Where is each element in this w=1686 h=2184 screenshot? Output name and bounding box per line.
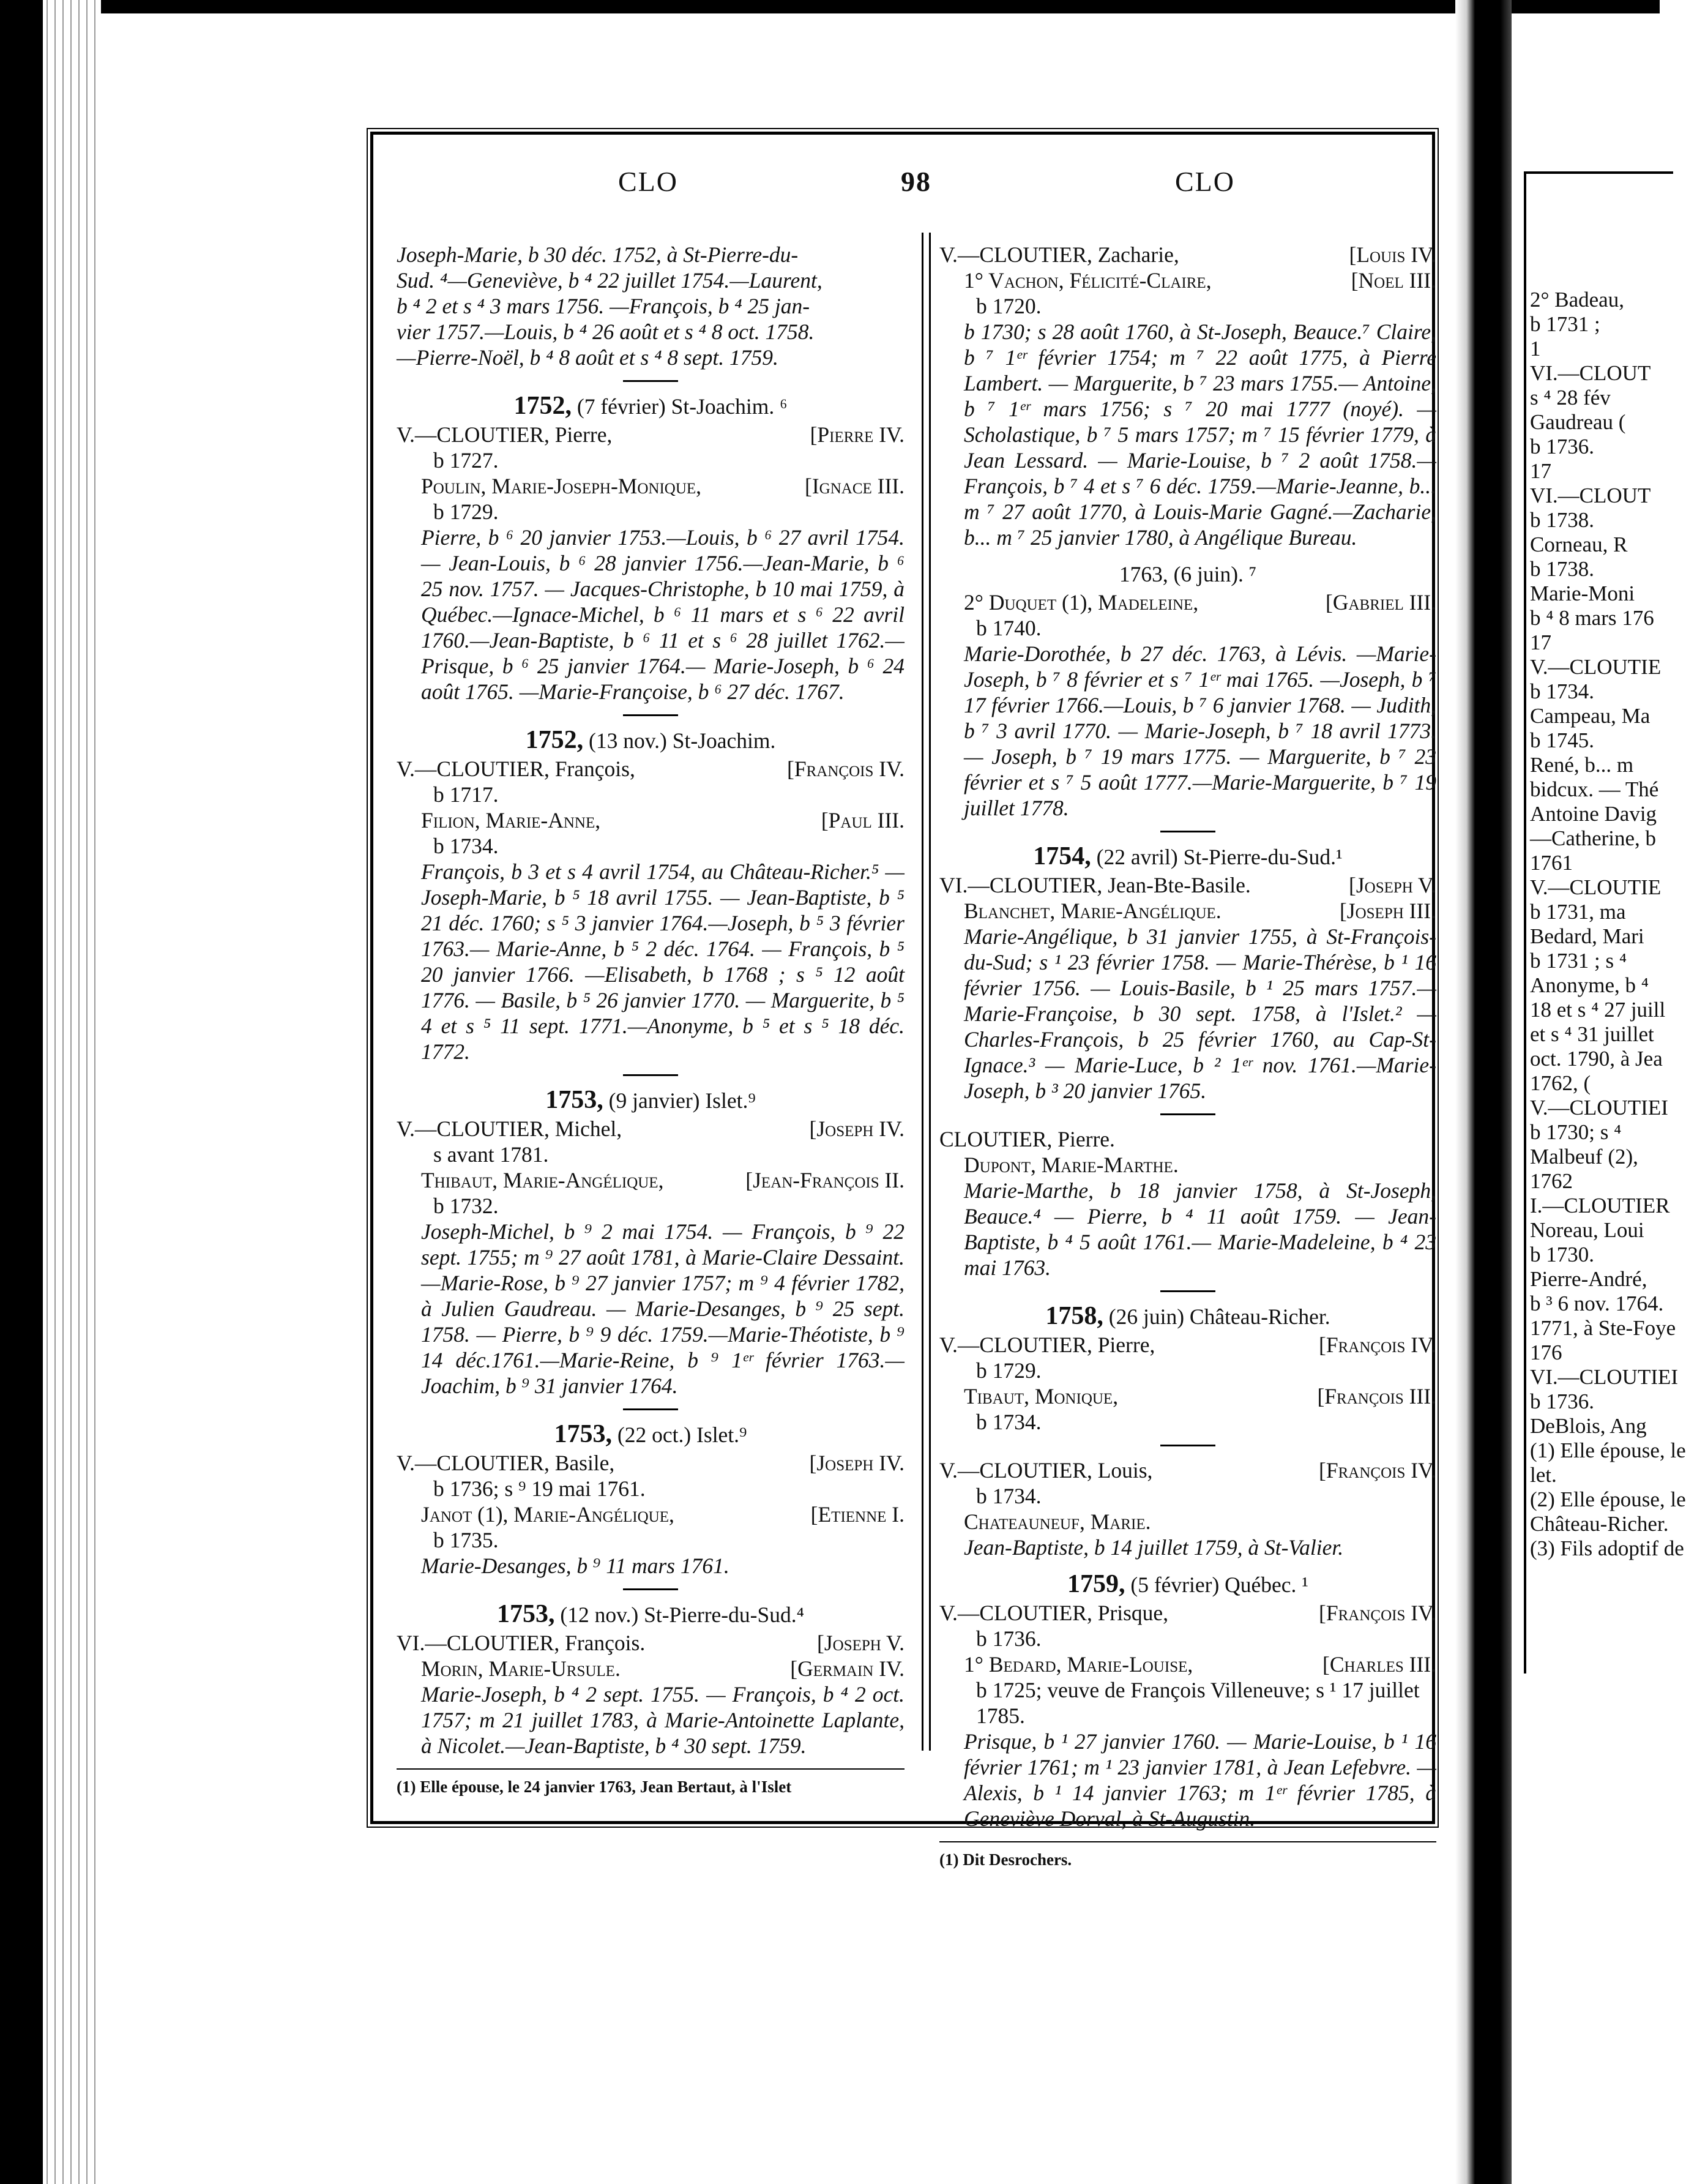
entry-place: (7 février) St-Joachim. ⁶ [576,394,788,419]
husband-name: V.—CLOUTIER, Zacharie, [939,242,1179,267]
fragment-line: Antoine Davig [1530,802,1657,826]
wife-birth: b 1734. [976,1410,1042,1434]
right-column [939,242,1436,1869]
wife-father: [Ignace III. [805,474,905,498]
scan-border-left [0,0,43,2184]
children-list: Marie-Dorothée, b 27 déc. 1763, à Lévis. —Marie-Joseph, b ⁷ 8 février et s ⁷ 1ᵉʳ mai 1765. —Joseph, b ⁷ 17 février 1766.—Louis, b ⁷ 6 janvier 1768. — Judith, b ⁷ 3 avril 1770. — Marie-Joseph, b ⁷ 18 avril 1773. — Joseph, b ⁷ 19 mars 1775. — Marguerite, b ⁷ 23 février et s ⁷ 5 août 1777.—Marie-Marguerite, b ⁷ 19 juillet 1778. [964,641,1436,820]
marriage-entry [939,242,1436,821]
husband-father: [François IV. [1319,1601,1436,1625]
entry-place: (5 février) Québec. ¹ [1130,1573,1308,1597]
entry-place: (26 juin) Château-Richer. [1108,1304,1330,1329]
entry-place: (9 janvier) Islet.⁹ [608,1088,756,1113]
fragment-line: b 1731, ma [1530,900,1626,924]
fragment-line: I.—CLOUTIER [1530,1194,1670,1217]
wife-father: [Jean-François II. [745,1168,905,1192]
husband-name: V.—CLOUTIER, Prisque, [939,1601,1169,1625]
fragment-line: 176 [1530,1341,1562,1364]
fragment-line: 1762, ( [1530,1071,1591,1095]
fragment-line: b 1738. [1530,508,1594,532]
separator-rule [623,1588,678,1590]
husband-father: [Joseph V. [1349,873,1436,897]
children-list: Marie-Desanges, b ⁹ 11 mars 1761. [421,1554,729,1578]
fragment-line: VI.—CLOUT [1530,484,1651,507]
fragment-line: Noreau, Loui [1530,1218,1644,1242]
fragment-line: Gaudreau ( [1530,410,1626,434]
marriage-entry [939,1303,1436,1435]
wife-father: [Noel III. [1351,268,1436,293]
fragment-line: —Catherine, b [1530,826,1657,850]
wife-father: [François III. [1317,1384,1436,1408]
separator-rule [1160,831,1215,832]
marriage-entry [939,843,1436,1104]
text-line: vier 1757.—Louis, b ⁴ 26 août et s ⁴ 8 oct. 1758. [397,320,815,344]
marriage-entry [939,1457,1436,1560]
fragment-line: V.—CLOUTIE [1530,875,1662,899]
fragment-line: et s ⁴ 31 juillet [1530,1022,1654,1046]
husband-birth: b 1717. [433,782,499,807]
fragment-line: b 1731 ; [1530,312,1600,336]
wife-birth: b 1735. [433,1528,499,1552]
husband-father: [François IV. [787,757,905,781]
wife-name: 1° Vachon, Félicité-Claire, [964,268,1212,293]
separator-rule [1160,1445,1215,1446]
husband-name: CLOUTIER, Pierre. [939,1127,1115,1151]
children-list: Joseph-Michel, b ⁹ 2 mai 1754. — François, b ⁹ 22 sept. 1755; m ⁹ 27 août 1781, à Marie-Claire Dessaint.—Marie-Rose, b ⁹ 27 janvier 1757; m ⁹ 4 février 1782, à Julien Gaudreau. — Marie-Desanges, b ⁹ 25 sept. 1758. — Pierre, b ⁹ 9 déc. 1759.—Marie-Théotiste, b ⁹ 14 déc.1761.—Marie-Reine, b ⁹ 1ᵉʳ février 1763.—Joachim, b ⁹ 31 janvier 1764. [421,1219,905,1398]
entry-year: 1758, [1045,1302,1103,1330]
separator-rule [1160,1290,1215,1292]
fragment-line: oct. 1790, à Jea [1530,1047,1663,1071]
wife-name: 1° Bedard, Marie-Louise, [964,1652,1193,1677]
husband-father: [François IV. [1319,1458,1436,1483]
entry-heading [397,393,905,419]
fragment-line: DeBlois, Ang [1530,1414,1647,1438]
column-divider-inner [929,233,931,1751]
text-line: b ⁴ 2 et s ⁴ 3 mars 1756. —François, b ⁴ 25 jan- [397,294,810,318]
marriage-entry [939,1571,1436,1831]
fragment-line: b 1736. [1530,435,1594,458]
fragment-line: b 1730; s ⁴ [1530,1120,1622,1144]
fragment-line: Malbeuf (2), [1530,1145,1638,1169]
wife-name: Filion, Marie-Anne, [421,808,601,832]
fragment-line: Château-Richer. [1530,1512,1669,1536]
entry-year: 1753, [545,1086,603,1114]
husband-birth: b 1734. [976,1484,1042,1508]
footnote-rule [397,1768,905,1770]
marriage-entry [939,1126,1436,1281]
children-list: Pierre, b ⁶ 20 janvier 1753.—Louis, b ⁶ 27 avril 1754. — Jean-Louis, b ⁶ 28 janvier 1756.—Jean-Marie, b ⁶ 25 nov. 1757. — Jacques-Christophe, b 10 mai 1759, à Québec.—Ignace-Michel, b ⁶ 11 mars et s ⁶ 22 avril 1760.—Jean-Baptiste, b ⁶ 11 et s ⁶ 28 juillet 1762.— Prisque, b ⁶ 25 janvier 1764.— Marie-Joseph, b ⁶ 24 août 1765. —Marie-Françoise, b ⁶ 27 déc. 1767. [421,525,905,704]
marriage-entry [397,727,905,1064]
entry-date: 1763, (6 juin). ⁷ [1119,562,1257,586]
entry-year: 1752, [525,726,584,754]
left-column [397,242,905,1797]
entry-year: 1752, [513,392,572,420]
fragment-line: Pierre-André, [1530,1267,1647,1291]
entry-place: (22 avril) St-Pierre-du-Sud.¹ [1096,845,1343,869]
children-list: Marie-Joseph, b ⁴ 2 sept. 1755. — François, b ⁴ 2 oct. 1757; m 21 juillet 1783, à Marie-Antoinette Laplante, à Nicolet.—Jean-Baptiste, b ⁴ 30 sept. 1759. [421,1682,905,1758]
wife-birth: b 1740. [976,616,1042,640]
children-list: Jean-Baptiste, b 14 juillet 1759, à St-Valier. [964,1535,1344,1560]
fragment-line: b 1736. [1530,1389,1594,1413]
wife-name: Dupont, Marie-Marthe. [964,1153,1179,1177]
fragment-line: V.—CLOUTIEI [1530,1096,1668,1120]
fragment-line: VI.—CLOUTIEI [1530,1365,1679,1389]
wife-father: [Joseph III. [1339,899,1436,923]
entry-year: 1759, [1067,1570,1125,1598]
wife-name: Blanchet, Marie-Angélique. [964,899,1222,923]
text-line: —Pierre-Noël, b ⁴ 8 août et s ⁴ 8 sept. 1759. [397,345,778,370]
marriage-entry [397,393,905,705]
wife-name: Janot (1), Marie-Angélique, [421,1502,674,1527]
column-divider [922,233,923,1751]
husband-birth: b 1736. [976,1626,1042,1651]
entry-heading [397,1421,905,1448]
fragment-line: 1761 [1530,851,1573,875]
fragment-line: 1 [1530,337,1541,361]
husband-father: [Louis IV. [1349,242,1436,267]
fragment-line: (3) Fils adoptif de [1530,1536,1684,1560]
fragment-line: 17 [1530,459,1551,483]
wife-birth: b 1734. [433,834,499,858]
marriage-entry [397,1421,905,1579]
husband-father: [Joseph IV. [809,1116,905,1141]
running-head-left: CLO [618,166,678,197]
fragment-line: 1771, à Ste-Foye [1530,1316,1676,1340]
husband-name: V.—CLOUTIER, Louis, [939,1458,1153,1483]
wife-father: [Etienne I. [810,1502,905,1527]
husband-name: V.—CLOUTIER, Michel, [397,1116,622,1141]
fragment-line: (2) Elle épouse, le [1530,1487,1686,1511]
fragment-line: 2° Badeau, [1530,288,1624,312]
entry-year: 1753, [497,1600,555,1628]
next-page-fragment [1512,147,1686,1738]
running-head-right: CLO [1175,166,1235,197]
text-line: Sud. ⁴—Geneviève, b ⁴ 22 juillet 1754.—Laurent, [397,268,822,293]
wife-name: Chateauneuf, Marie. [964,1509,1151,1534]
fragment-line: b ³ 6 nov. 1764. [1530,1292,1664,1315]
wife-name: Thibaut, Marie-Angélique, [421,1168,664,1192]
separator-rule [1160,1113,1215,1115]
entry-place: (22 oct.) Islet.⁹ [617,1423,747,1447]
husband-birth: b 1729. [976,1358,1042,1383]
fragment-line: Corneau, R [1530,533,1628,556]
husband-father: [François IV. [1319,1333,1436,1357]
entry-heading [939,1303,1436,1329]
scan-border-top [0,0,1660,13]
entry-year: 1754, [1033,842,1091,870]
page-number: 98 [901,166,931,197]
entry-heading [397,727,905,754]
fragment-line: V.—CLOUTIE [1530,655,1662,679]
husband-name: V.—CLOUTIER, Pierre, [939,1333,1155,1357]
fragment-line: b 1734. [1530,679,1594,703]
husband-birth: b 1736; s ⁹ 19 mai 1761. [433,1476,646,1501]
marriage-entry [397,1087,905,1399]
entry-heading [939,561,1436,587]
husband-father: [Joseph V. [817,1631,905,1655]
wife-father: [Charles III. [1322,1652,1436,1677]
wife-birth: b 1720. [976,294,1042,318]
fragment-line: 18 et s ⁴ 27 juill [1530,998,1666,1022]
fragment-line: b 1731 ; s ⁴ [1530,949,1627,973]
marriage-entry [397,1601,905,1759]
husband-father: [Joseph IV. [809,1451,905,1475]
wife-father: [Gabriel III. [1326,590,1436,615]
footnote: (1) Dit Desrochers. [939,1850,1072,1869]
entry-heading [939,843,1436,870]
children-list: Prisque, b ¹ 27 janvier 1760. — Marie-Louise, b ¹ 16 février 1761; m ¹ 23 janvier 1781, à Jean Lefebvre. — Alexis, b ¹ 14 janvier 1763; m 1ᵉʳ février 1785, à Geneviève Dorval, à St-Augustin. [964,1729,1436,1831]
book-page-edges [43,0,101,2184]
entry-place: (12 nov.) St-Pierre-du-Sud.⁴ [560,1602,804,1627]
fragment-line: René, b... m [1530,753,1634,777]
fragment-line: b 1738. [1530,557,1594,581]
book-gutter [1455,0,1512,2184]
husband-name: V.—CLOUTIER, François, [397,757,635,781]
fragment-line: Campeau, Ma [1530,704,1651,728]
wife-father: [Paul III. [821,808,905,832]
fragment-line: Bedard, Mari [1530,924,1644,948]
fragment-line: s ⁴ 28 fév [1530,386,1611,410]
husband-name: V.—CLOUTIER, Pierre, [397,422,613,447]
separator-rule [623,1408,678,1410]
fragment-line: (1) Elle épouse, le [1530,1438,1686,1462]
husband-name: VI.—CLOUTIER, François. [397,1631,646,1655]
fragment-line: Marie-Moni [1530,582,1635,605]
separator-rule [623,714,678,716]
wife-name: 2° Duquet (1), Madeleine, [964,590,1199,615]
wife-father: [Germain IV. [790,1656,905,1681]
husband-name: VI.—CLOUTIER, Jean-Bte-Basile. [939,873,1251,897]
fragment-line: Anonyme, b ⁴ [1530,973,1649,997]
text-line: Joseph-Marie, b 30 déc. 1752, à St-Pierre-du- [397,242,799,267]
continued-entry [397,242,905,370]
children-list: François, b 3 et s 4 avril 1754, au Château-Richer.⁵ — Joseph-Marie, b ⁵ 18 avril 1755. — Jean-Baptiste, b ⁵ 21 déc. 1760; s ⁵ 3 janvier 1764.—Joseph, b ⁵ 3 février 1763.— Marie-Anne, b ⁵ 2 déc. 1764. — François, b ⁵ 20 janvier 1766. —Elisabeth, b 1768 ; s ⁵ 12 août 1776. — Basile, b ⁵ 26 janvier 1770. — Marguerite, b ⁵ 4 et s ⁵ 11 sept. 1771.—Anonyme, b ⁵ et s ⁵ 18 déc. 1772. [421,859,905,1064]
entry-year: 1753, [554,1420,613,1448]
separator-rule [623,1074,678,1076]
wife-birth: b 1729. [433,499,499,524]
fragment-line: VI.—CLOUT [1530,361,1651,385]
wife-name: Poulin, Marie-Joseph-Monique, [421,474,702,498]
children-list: Marie-Marthe, b 18 janvier 1758, à St-Joseph, Beauce.⁴ — Pierre, b ⁴ 11 août 1759. — Jean-Baptiste, b ⁴ 5 août 1761.— Marie-Madeleine, b ⁴ 23 mai 1763. [964,1178,1436,1280]
entry-place: (13 nov.) St-Joachim. [589,728,776,753]
fragment-line: 17 [1530,630,1551,654]
wife-birth: b 1725; veuve de François Villeneuve; s ¹ 17 juillet 1785. [976,1678,1420,1728]
children-list: b 1730; s 28 août 1760, à St-Joseph, Beauce.⁷ Claire, b ⁷ 1ᵉʳ février 1754; m ⁷ 22 août 1775, à Pierre Lambert. — Marguerite, b ⁷ 23 mars 1755.— Antoine, b ⁷ 1ᵉʳ mars 1756; s ⁷ 20 mai 1777 (noyé). — Scholastique, b ⁷ 5 mars 1757; m ⁷ 15 février 1779, à Jean Lessard. — Marie-Louise, b ⁷ 2 août 1758.—François, b ⁷ 4 et s ⁷ 6 déc. 1759.—Marie-Jeanne, b... m ⁷ 27 août 1770, à Louis-Marie Gagné.—Zacharie, b... m ⁷ 25 janvier 1780, à Angélique Bureau. [964,320,1436,550]
entry-heading [939,1571,1436,1598]
fragment-line: b 1745. [1530,728,1594,752]
husband-name: V.—CLOUTIER, Basile, [397,1451,615,1475]
fragment-line: b 1730. [1530,1243,1594,1266]
fragment-line: let. [1530,1463,1557,1487]
next-page-text [1530,288,1686,1561]
fragment-line: b ⁴ 8 mars 176 [1530,606,1654,630]
footnote: (1) Elle épouse, le 24 janvier 1763, Jean Bertaut, à l'Islet [397,1778,792,1796]
husband-birth: b 1727. [433,448,499,473]
entry-heading [397,1601,905,1628]
husband-birth: s avant 1781. [433,1142,549,1167]
footnote-rule [939,1841,1436,1842]
entry-heading [397,1087,905,1113]
separator-rule [623,380,678,382]
fragment-line: 1762 [1530,1169,1573,1193]
children-list: Marie-Angélique, b 31 janvier 1755, à St-François-du-Sud; s ¹ 23 février 1758. — Marie-Thérèse, b ¹ 16 février 1756. — Louis-Basile, b ¹ 25 mars 1757.—Marie-Françoise, b 30 sept. 1758, à l'Islet.² — Charles-François, b 25 février 1760, au Cap-St-Ignace.³ — Marie-Luce, b ² 1ᵉʳ nov. 1761.—Marie-Joseph, b ³ 20 janvier 1765. [964,924,1436,1103]
wife-name: Tibaut, Monique, [964,1384,1119,1408]
husband-father: [Pierre IV. [810,422,905,447]
fragment-line: bidcux. — Thé [1530,777,1659,801]
wife-name: Morin, Marie-Ursule. [421,1656,621,1681]
wife-birth: b 1732. [433,1194,499,1218]
